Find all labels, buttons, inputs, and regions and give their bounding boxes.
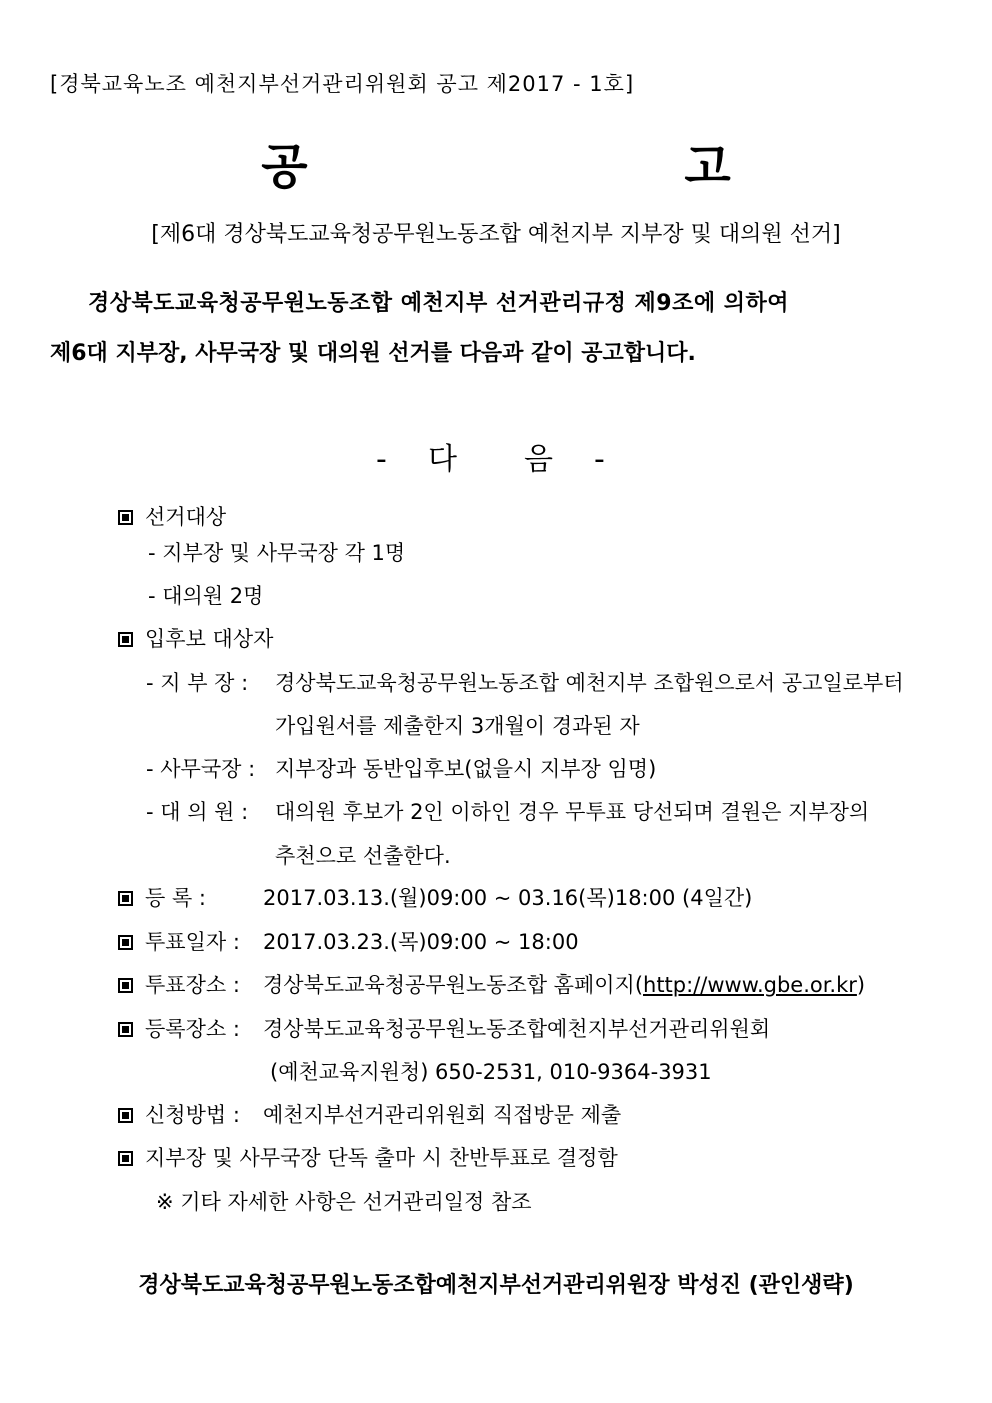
next-heading-char-1: 다	[428, 442, 457, 477]
item-reg-place	[118, 1013, 770, 1043]
item-apply-method	[118, 1099, 621, 1129]
single-candidate-text: 지부장 및 사무국장 단독 출마 시 찬반투표로 결정함	[145, 1146, 618, 1170]
item-label: 등 록 :	[145, 886, 206, 910]
item-candidates	[118, 623, 273, 653]
branch-head-text-2: 가입원서를 제출한지 3개월이 경과된 자	[275, 714, 640, 738]
election-target-sub-2: - 대의원 2명	[148, 584, 264, 608]
checkbox-square-icon	[118, 510, 133, 525]
signature-line: 경상북도교육청공무원노동조합예천지부선거관리위원장 박성진 (관인생략)	[138, 1273, 854, 1298]
vote-place-text-end: )	[856, 973, 866, 997]
checkbox-square-icon	[118, 935, 133, 950]
item-label: 투표장소 :	[145, 973, 240, 997]
document-title: 공 고	[261, 139, 911, 195]
checkbox-square-icon	[118, 1151, 133, 1166]
reference-note: ※ 기타 자세한 사항은 선거관리일정 참조	[156, 1190, 532, 1214]
branch-head-text-1: 경상북도교육청공무원노동조합 예천지부 조합원으로서 공고일로부터	[275, 671, 904, 695]
election-target-sub-1: - 지부장 및 사무국장 각 1명	[148, 541, 406, 565]
next-heading-char-2: 음	[524, 442, 553, 477]
next-heading-dash-right: -	[594, 442, 605, 477]
item-election-target	[118, 501, 226, 531]
item-label: 선거대상	[145, 505, 227, 529]
branch-head-label: - 지 부 장 :	[146, 671, 249, 695]
checkbox-square-icon	[118, 891, 133, 906]
item-vote-place	[118, 969, 865, 999]
intro-line-1: 경상북도교육청공무원노동조합 예천지부 선거관리규정 제9조에 의하여	[88, 291, 790, 316]
checkbox-square-icon	[118, 1022, 133, 1037]
vote-date-text: 2017.03.23.(목)09:00 ~ 18:00	[263, 930, 579, 954]
delegate-text-1: 대의원 후보가 2인 이하인 경우 무투표 당선되며 결원은 지부장의	[275, 800, 870, 824]
next-heading	[376, 434, 605, 478]
intro-line-2: 제6대 지부장, 사무국장 및 대의원 선거를 다음과 같이 공고합니다.	[50, 341, 696, 366]
secretary-label: - 사무국장 :	[146, 757, 256, 781]
reg-place-text-1: 경상북도교육청공무원노동조합예천지부선거관리위원회	[263, 1017, 771, 1041]
item-vote-date	[118, 926, 579, 956]
checkbox-square-icon	[118, 978, 133, 993]
vote-place-text: 경상북도교육청공무원노동조합 홈페이지(	[263, 973, 644, 997]
registration-text: 2017.03.13.(월)09:00 ~ 03.16(목)18:00 (4일간)	[263, 886, 753, 910]
notice-number: [경북교육노조 예천지부선거관리위원회 공고 제2017 - 1호]	[50, 72, 635, 96]
homepage-link[interactable]: http://www.gbe.or.kr	[643, 973, 857, 997]
checkbox-square-icon	[118, 1108, 133, 1123]
delegate-text-2: 추천으로 선출한다.	[275, 844, 451, 868]
document-subtitle: [제6대 경상북도교육청공무원노동조합 예천지부 지부장 및 대의원 선거]	[151, 222, 841, 247]
reg-place-text-2: (예천교육지원청) 650-2531, 010-9364-3931	[270, 1060, 712, 1084]
item-label: 신청방법 :	[145, 1103, 240, 1127]
item-registration	[118, 882, 752, 912]
delegate-label: - 대 의 원 :	[146, 800, 249, 824]
next-heading-dash-left: -	[376, 442, 387, 477]
item-single-candidate	[118, 1142, 618, 1172]
item-label: 투표일자 :	[145, 930, 240, 954]
item-label: 등록장소 :	[145, 1017, 240, 1041]
item-label: 입후보 대상자	[145, 627, 274, 651]
secretary-text: 지부장과 동반입후보(없을시 지부장 임명)	[275, 757, 657, 781]
apply-method-text: 예천지부선거관리위원회 직접방문 제출	[263, 1103, 622, 1127]
checkbox-square-icon	[118, 632, 133, 647]
